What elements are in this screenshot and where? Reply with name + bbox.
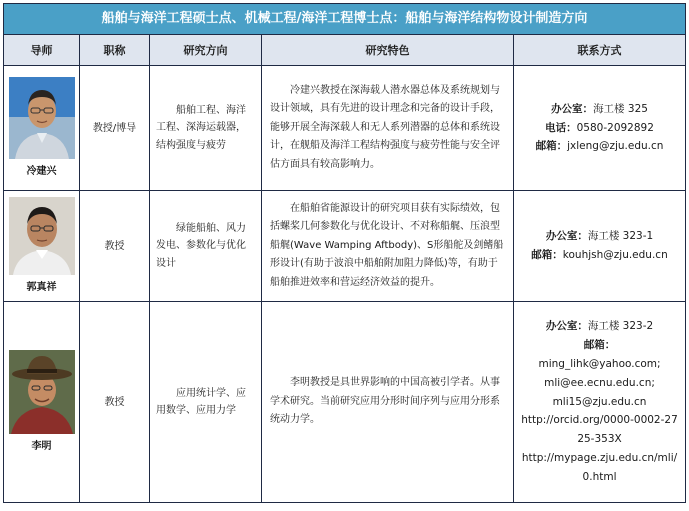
table-title: 船舶与海洋工程硕士点、机械工程/海洋工程博士点：船舶与海洋结构物设计制造方向 [4,4,686,35]
features-text: 冷建兴教授在深海载人潜水器总体及系统规划与设计领域，具有先进的设计理念和完备的设计手段，能够开展全海深载人和无人系列潜器的总体和系统设计，在舰船及海洋工程结构强度与疲劳性能与安全评估方面具有较高影响力。 [270,84,500,170]
email-link[interactable]: kouhjsh@zju.edu.cn [562,249,668,261]
portrait-photo-icon [9,350,75,434]
direction-cell [150,66,262,191]
contact-cell [514,191,686,302]
email-label: 邮箱： [531,249,563,261]
email-link[interactable]: jxleng@zju.edu.cn [567,140,664,153]
direction-text: 应用统计学、应用数学、应用力学 [156,387,246,416]
email-label: 邮箱： [583,338,616,351]
table-row [4,302,686,503]
homepage-link[interactable]: http://mypage.zju.edu.cn/mli/0.html [521,452,678,484]
email-link[interactable]: mli15@zju.edu.cn [552,395,647,408]
rank-cell: 教授 [80,191,150,302]
email-label: 邮箱： [535,140,568,153]
office-value: 海工楼 323-1 [587,230,654,243]
direction-text: 绿能船舶、风力发电、参数化与优化设计 [156,222,246,269]
table-row [4,66,686,191]
header-features: 研究特色 [262,35,514,66]
direction-cell [150,191,262,302]
contact-cell [514,66,686,191]
table-row [4,191,686,302]
phone-label: 电话： [545,121,577,134]
email-link[interactable]: mli@ee.ecnu.edu.cn; [544,376,655,389]
email-link[interactable]: ming_lihk@yahoo.com; [538,357,661,370]
office-label: 办公室： [545,230,588,243]
header-mentor: 导师 [4,35,80,66]
portrait-photo-icon [9,77,75,159]
features-cell [262,191,514,302]
rank-cell: 教授/博导 [80,66,150,191]
table-header-row [4,35,686,66]
table-title-row [4,4,686,35]
mentor-name: 李明 [31,440,52,452]
mentor-cell [4,66,80,191]
features-text: 李明教授是具世界影响的中国高被引学者。从事学术研究。当前研究应用分形时间序列与应用分形系统动力学。 [270,377,500,426]
header-contact: 联系方式 [514,35,686,66]
rank-cell: 教授 [80,302,150,503]
mentor-name: 冷建兴 [26,165,57,177]
office-label: 办公室： [551,102,594,115]
mentor-name: 郭真祥 [26,281,57,293]
mentor-cell [4,302,80,503]
features-text: 在船舶省能源设计的研究项目获有实际绩效，包括螺桨几何参数化与优化设计、不对称船艉、压浪型船艉(Wave Wamping Aftbody)、S形船舵及剑鳍船形设计(有助于波浪中船舶附加阻力降低)等，有助于船舶推进效率和营运经济效益的提升。 [270,202,504,288]
contact-cell [514,302,686,503]
phone-value: 0580-2092892 [576,121,654,134]
mentor-table [3,3,686,503]
office-value: 海工楼 323-2 [587,319,654,332]
features-cell [262,66,514,191]
mentor-table-frame [3,3,685,508]
header-direction: 研究方向 [150,35,262,66]
portrait-photo-icon [9,197,75,275]
office-value: 海工楼 325 [593,102,648,115]
mentor-cell [4,191,80,302]
direction-text: 船舶工程、海洋工程、深海运载器，结构强度与疲劳 [156,104,246,151]
header-rank: 职称 [80,35,150,66]
office-label: 办公室： [545,319,588,332]
orcid-link[interactable]: http://orcid.org/0000-0002-2725-353X [521,414,678,446]
features-cell [262,302,514,503]
direction-cell [150,302,262,503]
